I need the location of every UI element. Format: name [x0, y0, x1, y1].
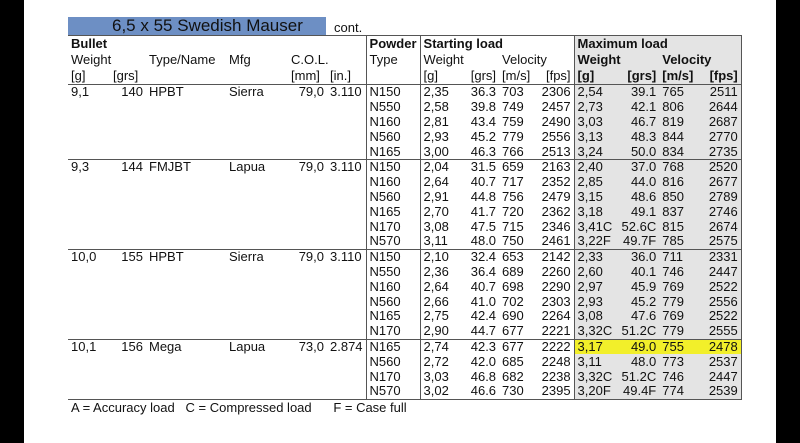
- bullet-weight-grs: 140: [121, 84, 143, 100]
- powder-type-header: Type: [366, 52, 420, 68]
- start-grs: 44.8: [470, 189, 497, 204]
- col-in: 3.110: [330, 84, 362, 100]
- start-g: 2,66: [420, 294, 461, 309]
- start-fps: 2290: [541, 279, 571, 294]
- max-ms: 769: [659, 309, 699, 324]
- unit-max-g: [g]: [574, 68, 615, 85]
- header-row-1: [68, 36, 741, 53]
- start-fps: 2221: [541, 323, 571, 339]
- col-header: C.O.L.: [291, 52, 329, 67]
- max-grs: 49.1: [615, 204, 659, 219]
- start-fps: 2163: [536, 159, 574, 174]
- table-row: [68, 100, 741, 115]
- table-row: [68, 159, 741, 174]
- max-g: 2,33: [574, 249, 615, 264]
- max-g: 2,40: [574, 159, 615, 174]
- powder-type: N570: [366, 384, 420, 399]
- start-fps: 2556: [541, 129, 571, 144]
- start-g: 3,08: [420, 219, 461, 234]
- max-g: 2,85: [574, 175, 615, 190]
- start-grs: 45.2: [470, 129, 497, 144]
- start-g: 2,10: [420, 249, 461, 264]
- col-mm: 73,0: [288, 339, 327, 354]
- start-g: 2,91: [420, 190, 461, 205]
- start-grs: 48.0: [470, 233, 497, 249]
- table-row: [68, 339, 741, 354]
- start-g: 3,02: [420, 384, 461, 399]
- max-fps: 2735: [699, 144, 741, 159]
- table-row: [68, 309, 741, 324]
- table-row: [68, 249, 741, 264]
- max-g: 2,54: [574, 85, 615, 100]
- maximum-load-header: Maximum load: [574, 36, 741, 53]
- max-fps: 2522: [699, 279, 741, 294]
- start-fps: 2461: [541, 233, 571, 249]
- max-fps: 2555: [699, 324, 741, 339]
- powder-header: Powder: [366, 36, 420, 53]
- start-g: 2,74: [420, 339, 461, 354]
- col-mm: 79,0: [288, 249, 327, 264]
- unit-start-ms: [m/s]: [499, 68, 536, 85]
- powder-type: N550: [366, 265, 420, 280]
- max-grs: 48.3: [615, 129, 659, 144]
- bullet-mfg: Lapua: [226, 159, 288, 174]
- max-ms: 779: [659, 324, 699, 339]
- max-grs: 40.1: [615, 265, 659, 280]
- max-g: 3,11: [574, 354, 615, 369]
- unit-start-grs: [grs]: [461, 68, 499, 85]
- start-grs: 41.0: [470, 294, 497, 309]
- max-g: 3,17: [574, 339, 615, 354]
- max-velocity-header: Velocity: [659, 52, 741, 68]
- start-ms: 689: [502, 264, 524, 279]
- unit-max-fps: [fps]: [699, 68, 741, 85]
- start-g: 2,75: [420, 309, 461, 324]
- start-grs: 40.7: [470, 174, 497, 190]
- max-fps: 2537: [699, 354, 741, 369]
- start-ms: 715: [502, 219, 524, 234]
- table-body: [68, 85, 741, 400]
- max-fps: 2746: [699, 204, 741, 219]
- powder-type: N560: [366, 129, 420, 144]
- max-grs: 48.0: [615, 354, 659, 369]
- col-mm: 79,0: [298, 84, 324, 100]
- start-ms: 759: [502, 114, 524, 129]
- max-ms: 816: [659, 175, 699, 190]
- start-ms: 702: [502, 294, 524, 309]
- powder-type: N165: [366, 144, 420, 159]
- max-fps: 2677: [699, 175, 741, 190]
- powder-type: N160: [366, 175, 420, 190]
- load-data-table: [68, 35, 742, 416]
- max-g: 2,60: [574, 265, 615, 280]
- table-row: [68, 384, 741, 399]
- start-grs: 32.4: [461, 249, 499, 264]
- max-ms: 755: [659, 339, 699, 354]
- max-grs: 46.7: [615, 115, 659, 130]
- max-ms: 774: [659, 384, 699, 399]
- powder-type: N150: [366, 249, 420, 264]
- bullet-weight-grs: 144: [110, 159, 146, 174]
- unit-grs: [grs]: [110, 68, 146, 85]
- start-fps: 2395: [541, 383, 571, 399]
- powder-type: N165: [366, 204, 420, 219]
- starting-load-header: Starting load: [420, 36, 574, 53]
- start-fps: 2248: [541, 354, 571, 369]
- bullet-weight-header: Weight: [71, 52, 112, 67]
- max-ms: 711: [659, 249, 699, 264]
- max-ms: 850: [659, 190, 699, 205]
- start-ms: 698: [502, 279, 524, 294]
- max-g: 3,32C: [574, 324, 615, 339]
- start-ms: 677: [499, 339, 536, 354]
- start-fps: 2264: [541, 308, 571, 324]
- max-ms: 815: [659, 219, 699, 234]
- bullet-weight-grs: 156: [110, 339, 146, 354]
- max-g: 3,20F: [574, 384, 615, 399]
- powder-type: N560: [366, 294, 420, 309]
- max-fps: 2687: [699, 115, 741, 130]
- legend-accuracy: A = Accuracy load: [71, 399, 175, 415]
- max-grs: 49.4F: [615, 384, 659, 399]
- max-ms: 837: [659, 204, 699, 219]
- start-ms: 682: [502, 369, 524, 384]
- table-row: [68, 279, 741, 294]
- bullet-name: Mega: [146, 339, 226, 354]
- start-grs: 46.3: [470, 144, 497, 159]
- max-grs: 51.2C: [615, 369, 659, 384]
- start-g: 2,72: [420, 354, 461, 369]
- max-ms: 779: [659, 294, 699, 309]
- max-g: 3,15: [574, 190, 615, 205]
- max-g: 2,93: [574, 294, 615, 309]
- start-g: 3,00: [420, 144, 461, 159]
- start-g: 3,11: [420, 234, 461, 249]
- legend-case-full: F = Case full: [333, 399, 407, 415]
- max-fps: 2789: [699, 190, 741, 205]
- start-ms: 766: [502, 144, 524, 159]
- powder-type: N560: [366, 190, 420, 205]
- start-ms: 677: [502, 323, 524, 339]
- max-grs: 50.0: [615, 144, 659, 159]
- powder-type: N165: [366, 339, 420, 354]
- table-row: [68, 190, 741, 205]
- unit-start-fps: [fps]: [536, 68, 574, 85]
- max-ms: 844: [659, 129, 699, 144]
- start-weight-header: Weight: [420, 52, 499, 68]
- unit-max-grs: [grs]: [615, 68, 659, 85]
- bullet-name: FMJBT: [146, 159, 226, 174]
- max-grs: 48.6: [615, 190, 659, 205]
- max-grs: 52.6C: [615, 219, 659, 234]
- powder-type: N170: [366, 219, 420, 234]
- bullet-name: HPBT: [146, 249, 226, 264]
- max-ms: 768: [659, 159, 699, 174]
- start-g: 3,03: [420, 369, 461, 384]
- max-ms: 765: [659, 85, 699, 100]
- start-ms: 720: [502, 204, 524, 219]
- table-row: [68, 115, 741, 130]
- footer-row: [68, 399, 741, 416]
- table-row: [68, 369, 741, 384]
- start-fps: 2490: [541, 114, 571, 129]
- page-title: 6,5 x 55 Swedish Mauser: [68, 17, 326, 35]
- max-g: 3,03: [574, 115, 615, 130]
- col-mm: 79,0: [288, 159, 327, 174]
- max-ms: 834: [659, 144, 699, 159]
- start-ms: 730: [502, 383, 524, 399]
- start-g: 2,04: [420, 159, 461, 174]
- start-ms: 653: [499, 249, 536, 264]
- col-in: 3.110: [327, 159, 366, 174]
- start-fps: 2513: [541, 144, 571, 159]
- max-ms: 769: [659, 279, 699, 294]
- start-fps: 2346: [541, 219, 571, 234]
- unit-start-g: [g]: [420, 68, 461, 85]
- max-fps: 2770: [699, 129, 741, 144]
- max-grs: 49.0: [615, 339, 659, 354]
- max-grs: 37.0: [615, 159, 659, 174]
- unit-in: [in.]: [327, 68, 366, 85]
- max-fps: 2539: [699, 384, 741, 399]
- max-ms: 806: [659, 100, 699, 115]
- start-grs: 43.4: [470, 114, 497, 129]
- table-row: [68, 219, 741, 234]
- bullet-weight-grs: 155: [110, 249, 146, 264]
- start-g: 2,70: [420, 204, 461, 219]
- start-grs: 40.7: [470, 279, 497, 294]
- unit-max-ms: [m/s]: [659, 68, 699, 85]
- start-grs: 47.5: [470, 219, 497, 234]
- start-fps: 2457: [541, 99, 571, 115]
- powder-type: N550: [366, 100, 420, 115]
- start-g: 2,36: [420, 265, 461, 280]
- max-g: 2,73: [574, 100, 615, 115]
- powder-type: N560: [366, 354, 420, 369]
- header-row-units: [68, 68, 741, 85]
- start-fps: 2260: [541, 264, 571, 279]
- start-grs: 42.0: [470, 354, 497, 369]
- bullet-weight-g: 10,1: [68, 339, 110, 354]
- powder-type: N570: [366, 234, 420, 249]
- bullet-mfg: Lapua: [226, 339, 288, 354]
- max-g: 3,18: [574, 204, 615, 219]
- unit-g: [g]: [68, 68, 110, 85]
- start-fps: 2306: [541, 84, 571, 100]
- bullet-header: Bullet: [68, 36, 366, 53]
- max-fps: 2644: [699, 100, 741, 115]
- bullet-weight-g: 9,1: [71, 84, 90, 100]
- powder-type: N170: [366, 324, 420, 339]
- start-g: 2,35: [420, 85, 461, 100]
- start-grs: 41.7: [470, 204, 497, 219]
- max-g: 3,41C: [574, 219, 615, 234]
- start-grs: 42.3: [461, 339, 499, 354]
- max-fps: 2511: [699, 85, 741, 100]
- bullet-weight-g: 10,0: [68, 249, 110, 264]
- start-ms: 749: [502, 99, 524, 115]
- table-row: [68, 129, 741, 144]
- start-g: 2,81: [420, 115, 461, 130]
- powder-type: N160: [366, 279, 420, 294]
- start-grs: 46.6: [470, 383, 497, 399]
- powder-type: N150: [366, 85, 420, 100]
- start-grs: 42.4: [470, 308, 497, 324]
- max-weight-header: Weight: [574, 52, 659, 68]
- start-fps: 2238: [541, 369, 571, 384]
- start-g: 2,64: [420, 175, 461, 190]
- bullet-weight-g: 9,3: [68, 159, 110, 174]
- start-ms: 779: [502, 129, 524, 144]
- powder-type: N170: [366, 369, 420, 384]
- table-row: [68, 85, 741, 100]
- start-fps: 2362: [541, 204, 571, 219]
- max-grs: 47.6: [615, 309, 659, 324]
- max-g: 3,24: [574, 144, 615, 159]
- max-grs: 45.2: [615, 294, 659, 309]
- max-fps: 2575: [699, 234, 741, 249]
- max-fps: 2522: [699, 309, 741, 324]
- start-grs: 46.8: [470, 369, 497, 384]
- max-grs: 51.2C: [615, 324, 659, 339]
- start-fps: 2142: [536, 249, 574, 264]
- max-ms: 819: [659, 115, 699, 130]
- max-fps: 2478: [699, 339, 741, 354]
- table-row: [68, 234, 741, 249]
- start-fps: 2352: [541, 174, 571, 190]
- table-row: [68, 144, 741, 159]
- start-fps: 2222: [536, 339, 574, 354]
- bullet-mfg: Sierra: [226, 249, 288, 264]
- max-grs: 39.1: [615, 85, 659, 100]
- max-fps: 2556: [699, 294, 741, 309]
- unit-mm: [mm]: [288, 68, 327, 85]
- start-fps: 2479: [541, 189, 571, 204]
- start-g: 2,93: [420, 129, 461, 144]
- max-g: 3,08: [574, 309, 615, 324]
- max-grs: 49.7F: [615, 234, 659, 249]
- start-grs: 36.3: [470, 84, 497, 100]
- col-in: 3.110: [327, 249, 366, 264]
- bullet-mfg: Sierra: [229, 84, 264, 100]
- legend-compressed: C = Compressed load: [185, 399, 312, 415]
- max-fps: 2520: [699, 159, 741, 174]
- max-fps: 2447: [699, 369, 741, 384]
- start-g: 2,58: [420, 100, 461, 115]
- table-row: [68, 354, 741, 369]
- max-fps: 2674: [699, 219, 741, 234]
- start-ms: 750: [502, 233, 524, 249]
- start-ms: 685: [502, 354, 524, 369]
- max-g: 3,32C: [574, 369, 615, 384]
- max-ms: 746: [659, 265, 699, 280]
- max-grs: 36.0: [615, 249, 659, 264]
- max-ms: 773: [659, 354, 699, 369]
- continued-label: cont.: [334, 20, 363, 35]
- start-fps: 2303: [541, 294, 571, 309]
- max-fps: 2447: [699, 265, 741, 280]
- max-fps: 2331: [699, 249, 741, 264]
- table-row: [68, 204, 741, 219]
- max-g: 3,13: [574, 129, 615, 144]
- type-name-header: Type/Name: [149, 52, 216, 67]
- table-row: [68, 324, 741, 339]
- powder-type: N165: [366, 309, 420, 324]
- start-grs: 36.4: [470, 264, 497, 279]
- start-grs: 31.5: [461, 159, 499, 174]
- powder-type: N150: [366, 159, 420, 174]
- start-ms: 717: [502, 174, 524, 190]
- max-ms: 785: [659, 234, 699, 249]
- start-grs: 44.7: [470, 323, 497, 339]
- max-grs: 44.0: [615, 175, 659, 190]
- start-g: 2,90: [420, 324, 461, 339]
- bullet-name: HPBT: [149, 84, 184, 100]
- max-g: 2,97: [574, 279, 615, 294]
- mfg-header: Mfg: [229, 52, 251, 67]
- max-ms: 746: [659, 369, 699, 384]
- header-row-2: [68, 52, 741, 68]
- start-ms: 659: [499, 159, 536, 174]
- powder-type: N160: [366, 115, 420, 130]
- table-row: [68, 294, 741, 309]
- start-velocity-header: Velocity: [502, 52, 547, 67]
- table-row: [68, 175, 741, 190]
- max-grs: 45.9: [615, 279, 659, 294]
- document-page: [24, 0, 776, 443]
- start-ms: 690: [502, 308, 524, 324]
- col-in: 2.874: [327, 339, 366, 354]
- start-ms: 703: [502, 84, 524, 100]
- start-ms: 756: [502, 189, 524, 204]
- max-grs: 42.1: [615, 100, 659, 115]
- table-row: [68, 265, 741, 280]
- start-grs: 39.8: [470, 99, 497, 115]
- start-g: 2,64: [420, 279, 461, 294]
- max-g: 3,22F: [574, 234, 615, 249]
